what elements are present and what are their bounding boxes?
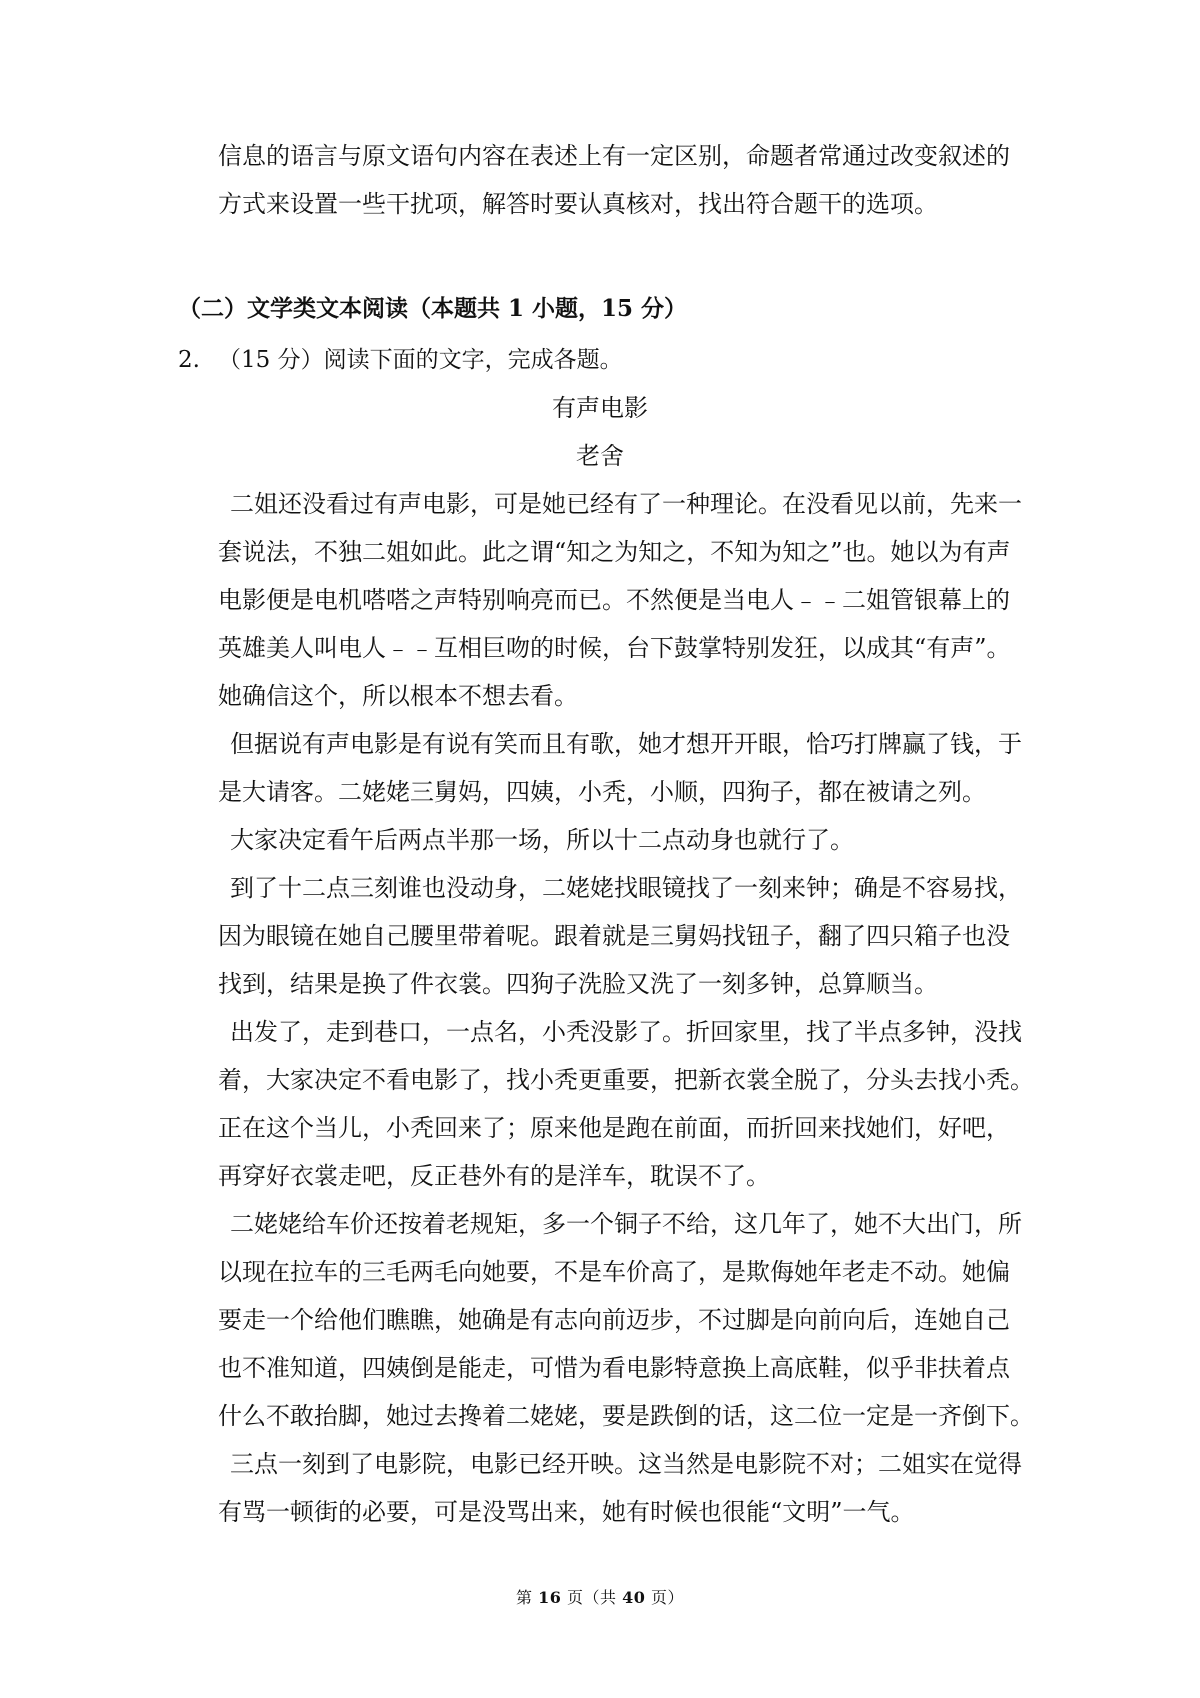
story-line: 正在这个当儿，小秃回来了；原来他是跑在前面，而折回来找她们，好吧， (218, 1114, 1010, 1142)
story-line: 着，大家决定不看电影了，找小秃更重要，把新衣裳全脱了，分头去找小秃。 (218, 1066, 1034, 1094)
question-number: 2. (178, 347, 200, 373)
story-line: 二姥姥给车价还按着老规矩，多一个铜子不给，这几年了，她不大出门，所 (230, 1210, 1022, 1238)
story-line: 到了十二点三刻谁也没动身，二姥姥找眼镜找了一刻来钟；确是不容易找， (230, 874, 1022, 902)
story-line: 出发了，走到巷口，一点名，小秃没影了。折回家里，找了半点多钟，没找 (230, 1018, 1022, 1046)
story-line: 但据说有声电影是有说有笑而且有歌，她才想开开眼，恰巧打牌赢了钱，于 (230, 730, 1022, 758)
page-footer (0, 1587, 1200, 1609)
story-line: 二姐还没看过有声电影，可是她已经有了一种理论。在没看见以前，先来一 (230, 490, 1022, 518)
story-title: 有声电影 (552, 394, 648, 422)
story-line: 也不准知道，四姨倒是能走，可惜为看电影特意换上高底鞋，似乎非扶着点 (218, 1354, 1010, 1382)
story-line: 是大请客。二姥姥三舅妈，四姨，小秃，小顺，四狗子，都在被请之列。 (218, 778, 986, 806)
story-line: 找到，结果是换了件衣裳。四狗子洗脸又洗了一刻多钟，总算顺当。 (218, 970, 938, 998)
story-line: 她确信这个，所以根本不想去看。 (218, 682, 578, 710)
story-line: 要走一个给他们瞧瞧，她确是有志向前迈步，不过脚是向前向后，连她自己 (218, 1306, 1010, 1334)
story-line: 什么不敢抬脚，她过去搀着二姥姥，要是跌倒的话，这二位一定是一齐倒下。 (218, 1402, 1034, 1430)
story-line: 大家决定看午后两点半那一场，所以十二点动身也就行了。 (230, 826, 854, 854)
story-line: 因为眼镜在她自己腰里带着呢。跟着就是三舅妈找钮子，翻了四只箱子也没 (218, 922, 1010, 950)
story-line: 套说法，不独二姐如此。此之谓“知之为知之，不知为知之”也。她以为有声 (218, 538, 1011, 566)
story-line: 再穿好衣裳走吧，反正巷外有的是洋车，耽误不了。 (218, 1162, 770, 1190)
story-line: 以现在拉车的三毛两毛向她要，不是车价高了，是欺侮她年老走不动。她偏 (218, 1258, 1010, 1286)
section-heading: （二）文学类文本阅读（本题共 1 小题，15 分） (178, 295, 688, 322)
question-prompt (178, 344, 623, 376)
story-line: 英雄美人叫电人﹣﹣互相巨吻的时候，台下鼓掌特别发狂，以成其“有声”。 (218, 634, 1011, 662)
story-line: 电影便是电机嗒嗒之声特别响亮而已。不然便是当电人﹣﹣二姐管银幕上的 (218, 586, 1010, 614)
footer-total-pages: 40 (622, 1588, 646, 1607)
question-text: （15 分）阅读下面的文字，完成各题。 (218, 347, 623, 373)
footer-page-number: 16 (538, 1588, 562, 1607)
intro-line-1: 信息的语言与原文语句内容在表述上有一定区别，命题者常通过改变叙述的 (218, 142, 1010, 170)
story-line: 有骂一顿街的必要，可是没骂出来，她有时候也很能“文明”一气。 (218, 1498, 915, 1526)
footer-suffix: 页） (650, 1588, 684, 1607)
story-author: 老舍 (576, 442, 624, 470)
footer-middle: 页（共 (566, 1588, 617, 1607)
story-line: 三点一刻到了电影院，电影已经开映。这当然是电影院不对；二姐实在觉得 (230, 1450, 1022, 1478)
intro-line-2: 方式来设置一些干扰项，解答时要认真核对，找出符合题干的选项。 (218, 190, 938, 218)
footer-prefix: 第 (516, 1588, 533, 1607)
